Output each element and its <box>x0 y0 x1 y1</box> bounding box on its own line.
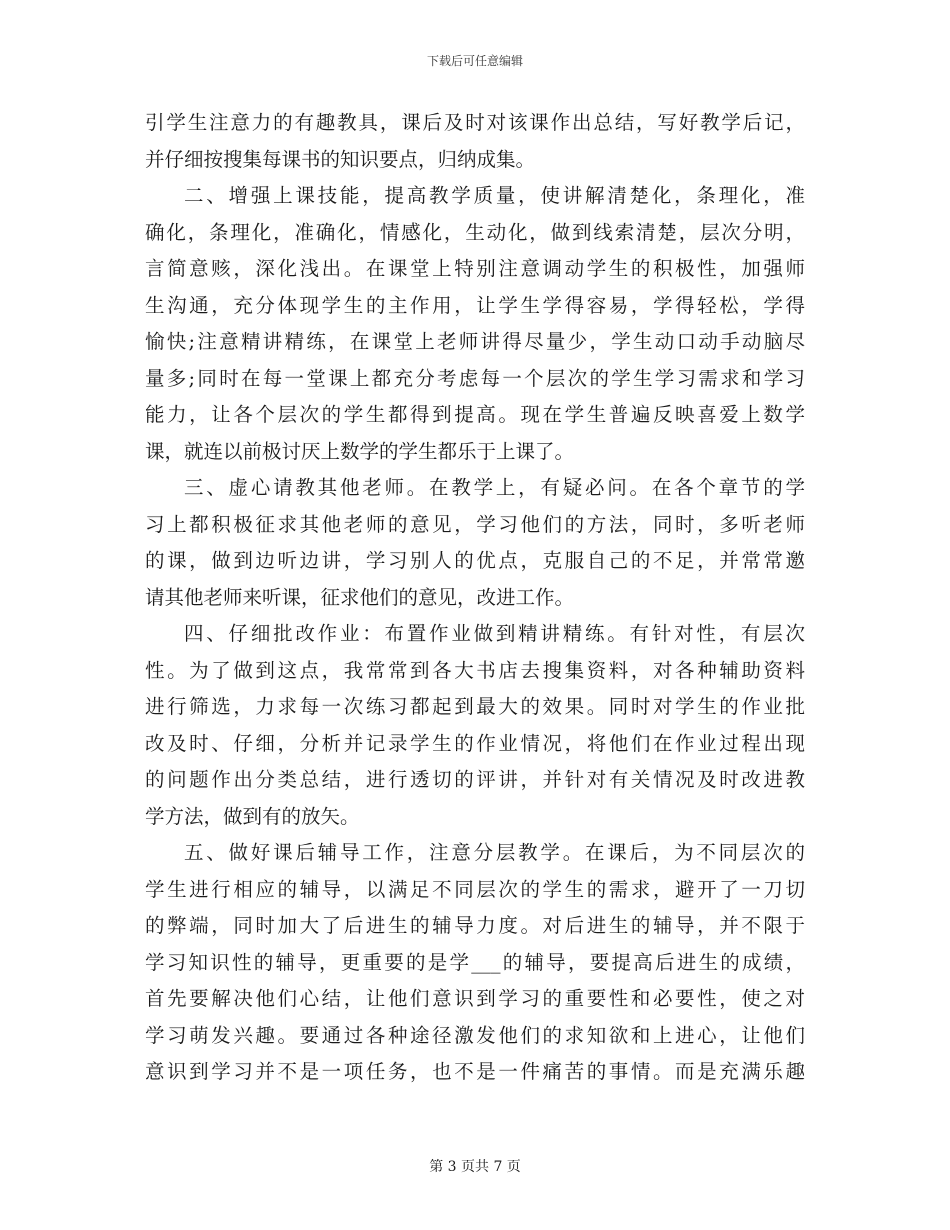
text-line: 学习萌发兴趣。要通过各种途径激发他们的求知欲和上进心，让他们 <box>145 1023 805 1047</box>
text-line: 意识到学习并不是一项任务，也不是一件痛苦的事情。而是充满乐趣 <box>145 1060 805 1083</box>
text-line: 首先要解决他们心结，让他们意识到学习的重要性和必要性，使之对 <box>145 987 805 1010</box>
text-line: 的弊端，同时加大了后进生的辅导力度。对后进生的辅导，并不限于 <box>145 914 805 937</box>
text-line: 学习知识性的辅导，更重要的是学___的辅导，要提高后进生的成绩， <box>145 950 805 974</box>
text-line: 生沟通，充分体现学生的主作用，让学生学得容易，学得轻松，学得 <box>145 293 805 317</box>
text-line: 学方法，做到有的放矢。 <box>145 804 360 828</box>
text-line: 请其他老师来听课，征求他们的意见，改进工作。 <box>145 585 575 609</box>
text-line: 习上都积极征求其他老师的意见，学习他们的方法，同时，多听老师 <box>145 512 805 536</box>
text-line: 并仔细按搜集每课书的知识要点，归纳成集。 <box>145 147 536 171</box>
text-line: 的问题作出分类总结，进行透切的评讲，并针对有关情况及时改进教 <box>145 768 805 791</box>
text-line: 四、仔细批改作业：布置作业做到精讲精练。有针对性，有层次 <box>184 622 805 645</box>
text-line: 言简意赅，深化浅出。在课堂上特别注意调动学生的积极性，加强师 <box>145 257 805 280</box>
text-line: 确化，条理化，准确化，情感化，生动化，做到线索清楚，层次分明， <box>145 220 805 244</box>
text-line: 学生进行相应的辅导，以满足不同层次的学生的需求，避开了一刀切 <box>145 877 805 901</box>
text-line: 能力，让各个层次的学生都得到提高。现在学生普遍反映喜爱上数学 <box>145 403 805 426</box>
page-header: 下载后可任意编辑 <box>426 54 523 68</box>
text-line: 的课，做到边听边讲，学习别人的优点，克服自己的不足，并常常邀 <box>145 549 805 572</box>
text-line: 二、增强上课技能，提高教学质量，使讲解清楚化，条理化，准 <box>184 184 805 207</box>
text-line: 量多;同时在每一堂课上都充分考虑每一个层次的学生学习需求和学习 <box>145 366 805 390</box>
text-line: 课，就连以前极讨厌上数学的学生都乐于上课了。 <box>145 439 575 463</box>
page-footer: 第 3 页共 7 页 <box>429 1159 521 1175</box>
document-body <box>145 105 805 1091</box>
text-line: 五、做好课后辅导工作，注意分层教学。在课后，为不同层次的 <box>184 841 805 864</box>
text-line: 进行筛选，力求每一次练习都起到最大的效果。同时对学生的作业批 <box>145 695 805 718</box>
text-line: 三、虚心请教其他老师。在教学上，有疑必问。在各个章节的学 <box>184 476 805 499</box>
text-line: 性。为了做到这点，我常常到各大书店去搜集资料，对各种辅助资料 <box>145 658 805 682</box>
text-line: 愉快;注意精讲精练，在课堂上老师讲得尽量少，学生动口动手动脑尽 <box>145 330 805 353</box>
text-line: 引学生注意力的有趣教具，课后及时对该课作出总结，写好教学后记， <box>145 111 805 134</box>
text-line: 改及时、仔细，分析并记录学生的作业情况，将他们在作业过程出现 <box>145 731 805 755</box>
